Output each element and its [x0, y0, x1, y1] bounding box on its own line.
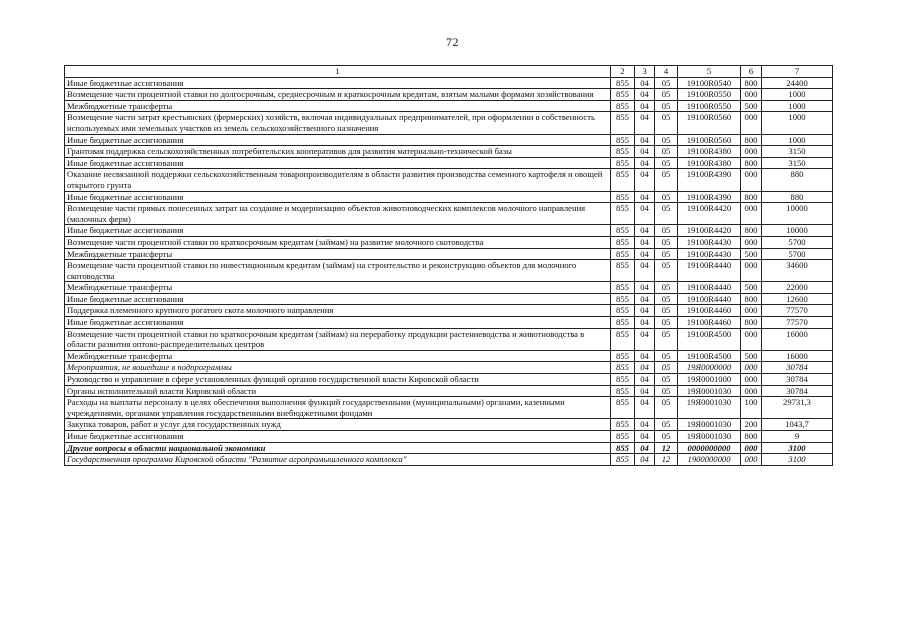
target-article-cell: 19100R0540	[678, 77, 741, 89]
target-article-cell: 19100R4440	[678, 260, 741, 282]
target-article-cell: 19Я0001030	[678, 419, 741, 431]
amount-cell: 3100	[762, 454, 833, 466]
section-code-cell: 04	[635, 225, 655, 237]
ministry-code-cell: 855	[611, 203, 635, 225]
expense-type-cell: 000	[741, 362, 762, 374]
amount-cell: 10000	[762, 203, 833, 225]
row-name-cell: Возмещение части процентной ставки по инвестиционным кредитам (займам) на строительство и реконструкцию объектов для молочного скотоводства	[65, 260, 611, 282]
target-article-cell: 19100R4390	[678, 169, 741, 191]
table-row	[65, 431, 833, 443]
target-article-cell: 19Я0001030	[678, 385, 741, 397]
expense-type-cell: 000	[741, 442, 762, 454]
amount-cell: 77570	[762, 305, 833, 317]
subsection-code-cell: 05	[655, 236, 678, 248]
ministry-code-cell: 855	[611, 169, 635, 191]
expense-type-cell: 000	[741, 112, 762, 134]
section-code-cell: 04	[635, 100, 655, 112]
section-code-cell: 04	[635, 431, 655, 443]
table-row	[65, 362, 833, 374]
subsection-code-cell: 05	[655, 134, 678, 146]
ministry-code-cell: 855	[611, 282, 635, 294]
ministry-code-cell: 855	[611, 112, 635, 134]
target-article-cell: 19100R4500	[678, 328, 741, 350]
row-name-cell: Закупка товаров, работ и услуг для государственных нужд	[65, 419, 611, 431]
row-name-cell: Иные бюджетные ассигнования	[65, 191, 611, 203]
target-article-cell: 0000000000	[678, 442, 741, 454]
section-code-cell: 04	[635, 282, 655, 294]
target-article-cell: 19100R4440	[678, 282, 741, 294]
amount-cell: 12600	[762, 293, 833, 305]
section-code-cell: 04	[635, 112, 655, 134]
column-header: 3	[635, 66, 655, 78]
subsection-code-cell: 05	[655, 260, 678, 282]
column-header: 4	[655, 66, 678, 78]
section-code-cell: 04	[635, 157, 655, 169]
target-article-cell: 19100R4390	[678, 191, 741, 203]
ministry-code-cell: 855	[611, 293, 635, 305]
expense-type-cell: 000	[741, 385, 762, 397]
table-row	[65, 248, 833, 260]
expense-type-cell: 800	[741, 77, 762, 89]
column-header: 1	[65, 66, 611, 78]
ministry-code-cell: 855	[611, 305, 635, 317]
amount-cell: 34600	[762, 260, 833, 282]
section-code-cell: 04	[635, 191, 655, 203]
expense-type-cell: 800	[741, 157, 762, 169]
section-code-cell: 04	[635, 442, 655, 454]
ministry-code-cell: 855	[611, 225, 635, 237]
subsection-code-cell: 05	[655, 225, 678, 237]
amount-cell: 10000	[762, 225, 833, 237]
target-article-cell: 1900000000	[678, 454, 741, 466]
amount-cell: 3100	[762, 442, 833, 454]
expense-type-cell: 000	[741, 454, 762, 466]
row-name-cell: Межбюджетные трансферты	[65, 100, 611, 112]
table-body	[65, 77, 833, 465]
section-code-cell: 04	[635, 169, 655, 191]
subsection-code-cell: 12	[655, 454, 678, 466]
table-row	[65, 305, 833, 317]
expense-type-cell: 200	[741, 419, 762, 431]
section-code-cell: 04	[635, 305, 655, 317]
ministry-code-cell: 855	[611, 100, 635, 112]
column-header: 5	[678, 66, 741, 78]
row-name-cell: Иные бюджетные ассигнования	[65, 157, 611, 169]
expense-type-cell: 800	[741, 431, 762, 443]
amount-cell: 880	[762, 169, 833, 191]
target-article-cell: 19Я0001030	[678, 397, 741, 419]
table-row	[65, 397, 833, 419]
section-code-cell: 04	[635, 134, 655, 146]
page-number: 72	[446, 35, 459, 49]
subsection-code-cell: 05	[655, 89, 678, 101]
table-row	[65, 157, 833, 169]
section-code-cell: 04	[635, 317, 655, 329]
amount-cell: 24400	[762, 77, 833, 89]
target-article-cell: 19100R4420	[678, 203, 741, 225]
amount-cell: 29731,3	[762, 397, 833, 419]
target-article-cell: 19100R4500	[678, 350, 741, 362]
amount-cell: 3150	[762, 146, 833, 158]
section-code-cell: 04	[635, 260, 655, 282]
target-article-cell: 19Я0001000	[678, 374, 741, 386]
row-name-cell: Иные бюджетные ассигнования	[65, 293, 611, 305]
section-code-cell: 04	[635, 77, 655, 89]
table-row	[65, 350, 833, 362]
ministry-code-cell: 855	[611, 146, 635, 158]
table-row	[65, 282, 833, 294]
table-row	[65, 112, 833, 134]
ministry-code-cell: 855	[611, 431, 635, 443]
expense-type-cell: 500	[741, 248, 762, 260]
target-article-cell: 19100R4460	[678, 317, 741, 329]
expense-type-cell: 000	[741, 305, 762, 317]
ministry-code-cell: 855	[611, 317, 635, 329]
target-article-cell: 19100R4460	[678, 305, 741, 317]
table-row	[65, 225, 833, 237]
table-row	[65, 419, 833, 431]
subsection-code-cell: 05	[655, 146, 678, 158]
section-code-cell: 04	[635, 385, 655, 397]
target-article-cell: 19100R4380	[678, 146, 741, 158]
subsection-code-cell: 05	[655, 385, 678, 397]
ministry-code-cell: 855	[611, 134, 635, 146]
table-row	[65, 191, 833, 203]
table-row	[65, 89, 833, 101]
amount-cell: 9	[762, 431, 833, 443]
row-name-cell: Иные бюджетные ассигнования	[65, 134, 611, 146]
target-article-cell: 19100R4430	[678, 236, 741, 248]
expense-type-cell: 000	[741, 203, 762, 225]
section-code-cell: 04	[635, 328, 655, 350]
subsection-code-cell: 05	[655, 112, 678, 134]
subsection-code-cell: 05	[655, 77, 678, 89]
expense-type-cell: 800	[741, 317, 762, 329]
section-code-cell: 04	[635, 293, 655, 305]
table-row	[65, 374, 833, 386]
expense-type-cell: 100	[741, 397, 762, 419]
amount-cell: 30784	[762, 385, 833, 397]
target-article-cell: 19100R0560	[678, 134, 741, 146]
row-name-cell: Возмещение части затрат крестьянских (фермерских) хозяйств, включая индивидуальных предпринимателей, при оформлении в собственность используемых ими земельных участков из земель сельскохозяйственного назначения	[65, 112, 611, 134]
ministry-code-cell: 855	[611, 191, 635, 203]
amount-cell: 22000	[762, 282, 833, 294]
section-code-cell: 04	[635, 89, 655, 101]
table-row	[65, 169, 833, 191]
subsection-code-cell: 05	[655, 248, 678, 260]
ministry-code-cell: 855	[611, 260, 635, 282]
row-name-cell: Оказание несвязанной поддержки сельскохозяйственным товаропроизводителям в области развития производства семенного картофеля и овощей открытого грунта	[65, 169, 611, 191]
table-header-row	[65, 66, 833, 78]
row-name-cell: Иные бюджетные ассигнования	[65, 225, 611, 237]
expense-type-cell: 000	[741, 89, 762, 101]
row-name-cell: Органы исполнительной власти Кировской области	[65, 385, 611, 397]
subsection-code-cell: 05	[655, 157, 678, 169]
row-name-cell: Иные бюджетные ассигнования	[65, 317, 611, 329]
ministry-code-cell: 855	[611, 157, 635, 169]
expense-type-cell: 000	[741, 146, 762, 158]
expense-type-cell: 000	[741, 374, 762, 386]
table-row	[65, 100, 833, 112]
amount-cell: 1000	[762, 134, 833, 146]
subsection-code-cell: 05	[655, 100, 678, 112]
subsection-code-cell: 05	[655, 203, 678, 225]
subsection-code-cell: 05	[655, 362, 678, 374]
target-article-cell: 19Я0000000	[678, 362, 741, 374]
expense-type-cell: 500	[741, 282, 762, 294]
table-row	[65, 236, 833, 248]
section-code-cell: 04	[635, 454, 655, 466]
row-name-cell: Расходы на выплаты персоналу в целях обеспечения выполнения функций государственными (муниципальными) органами, казенными учреждениями, органами управления государственными внебюджетными фондами	[65, 397, 611, 419]
amount-cell: 16000	[762, 328, 833, 350]
row-name-cell: Межбюджетные трансферты	[65, 282, 611, 294]
row-name-cell: Возмещение части процентной ставки по краткосрочным кредитам (займам) на развитие молочного скотоводства	[65, 236, 611, 248]
ministry-code-cell: 855	[611, 397, 635, 419]
ministry-code-cell: 855	[611, 362, 635, 374]
expense-type-cell: 000	[741, 236, 762, 248]
subsection-code-cell: 12	[655, 442, 678, 454]
subsection-code-cell: 05	[655, 431, 678, 443]
table-row	[65, 146, 833, 158]
subsection-code-cell: 05	[655, 419, 678, 431]
subsection-code-cell: 05	[655, 282, 678, 294]
expense-type-cell: 800	[741, 191, 762, 203]
amount-cell: 1000	[762, 89, 833, 101]
amount-cell: 1000	[762, 100, 833, 112]
amount-cell: 5700	[762, 248, 833, 260]
amount-cell: 30784	[762, 374, 833, 386]
table-row	[65, 203, 833, 225]
subsection-code-cell: 05	[655, 293, 678, 305]
expense-type-cell: 800	[741, 225, 762, 237]
expense-type-cell: 000	[741, 260, 762, 282]
ministry-code-cell: 855	[611, 374, 635, 386]
ministry-code-cell: 855	[611, 236, 635, 248]
subsection-code-cell: 05	[655, 397, 678, 419]
expense-type-cell: 800	[741, 293, 762, 305]
section-code-cell: 04	[635, 362, 655, 374]
expense-type-cell: 000	[741, 169, 762, 191]
expense-type-cell: 000	[741, 328, 762, 350]
table-row	[65, 293, 833, 305]
ministry-code-cell: 855	[611, 248, 635, 260]
row-name-cell: Государственная программа Кировской области "Развитие агропромышленного комплекса"	[65, 454, 611, 466]
target-article-cell: 19100R4430	[678, 248, 741, 260]
row-name-cell: Иные бюджетные ассигнования	[65, 431, 611, 443]
target-article-cell: 19100R0550	[678, 89, 741, 101]
ministry-code-cell: 855	[611, 89, 635, 101]
table-row	[65, 134, 833, 146]
amount-cell: 16000	[762, 350, 833, 362]
section-code-cell: 04	[635, 419, 655, 431]
expense-type-cell: 800	[741, 134, 762, 146]
section-code-cell: 04	[635, 203, 655, 225]
amount-cell: 5700	[762, 236, 833, 248]
ministry-code-cell: 855	[611, 385, 635, 397]
expense-type-cell: 500	[741, 350, 762, 362]
row-name-cell: Поддержка племенного крупного рогатого скота молочного направления	[65, 305, 611, 317]
amount-cell: 880	[762, 191, 833, 203]
table-row	[65, 442, 833, 454]
amount-cell: 3150	[762, 157, 833, 169]
ministry-code-cell: 855	[611, 328, 635, 350]
ministry-code-cell: 855	[611, 77, 635, 89]
amount-cell: 1000	[762, 112, 833, 134]
section-code-cell: 04	[635, 248, 655, 260]
target-article-cell: 19100R0550	[678, 100, 741, 112]
table-row	[65, 328, 833, 350]
subsection-code-cell: 05	[655, 305, 678, 317]
table-row	[65, 454, 833, 466]
ministry-code-cell: 855	[611, 442, 635, 454]
row-name-cell: Межбюджетные трансферты	[65, 350, 611, 362]
column-header: 2	[611, 66, 635, 78]
section-code-cell: 04	[635, 146, 655, 158]
subsection-code-cell: 05	[655, 191, 678, 203]
ministry-code-cell: 855	[611, 454, 635, 466]
row-name-cell: Возмещение части прямых понесенных затрат на создание и модернизацию объектов животноводческих комплексов молочного направления (молочных ферм)	[65, 203, 611, 225]
expense-type-cell: 500	[741, 100, 762, 112]
section-code-cell: 04	[635, 350, 655, 362]
table-row	[65, 77, 833, 89]
row-name-cell: Другие вопросы в области национальной экономики	[65, 442, 611, 454]
subsection-code-cell: 05	[655, 169, 678, 191]
target-article-cell: 19100R0560	[678, 112, 741, 134]
subsection-code-cell: 05	[655, 328, 678, 350]
row-name-cell: Межбюджетные трансферты	[65, 248, 611, 260]
row-name-cell: Руководство и управление в сфере установленных функций органов государственной власти Кировской области	[65, 374, 611, 386]
subsection-code-cell: 05	[655, 317, 678, 329]
row-name-cell: Возмещение части процентной ставки по краткосрочным кредитам (займам) на переработку продукции растениеводства и животноводства в области развития оптово-распределительных центров	[65, 328, 611, 350]
amount-cell: 30784	[762, 362, 833, 374]
row-name-cell: Грантовая поддержка сельскохозяйственных потребительских кооперативов для развития материально-технической базы	[65, 146, 611, 158]
column-header: 6	[741, 66, 762, 78]
row-name-cell: Возмещение части процентной ставки по долгосрочным, среднесрочным и краткосрочным кредитам, взятым малыми формами хозяйствования	[65, 89, 611, 101]
ministry-code-cell: 855	[611, 350, 635, 362]
ministry-code-cell: 855	[611, 419, 635, 431]
table-row	[65, 385, 833, 397]
row-name-cell: Мероприятия, не вошедшие в подпрограммы	[65, 362, 611, 374]
budget-table	[64, 65, 833, 466]
target-article-cell: 19100R4380	[678, 157, 741, 169]
section-code-cell: 04	[635, 236, 655, 248]
table-row	[65, 260, 833, 282]
target-article-cell: 19100R4420	[678, 225, 741, 237]
subsection-code-cell: 05	[655, 374, 678, 386]
target-article-cell: 19Я0001030	[678, 431, 741, 443]
amount-cell: 1043,7	[762, 419, 833, 431]
column-header: 7	[762, 66, 833, 78]
amount-cell: 77570	[762, 317, 833, 329]
subsection-code-cell: 05	[655, 350, 678, 362]
row-name-cell: Иные бюджетные ассигнования	[65, 77, 611, 89]
target-article-cell: 19100R4440	[678, 293, 741, 305]
section-code-cell: 04	[635, 397, 655, 419]
table-row	[65, 317, 833, 329]
section-code-cell: 04	[635, 374, 655, 386]
